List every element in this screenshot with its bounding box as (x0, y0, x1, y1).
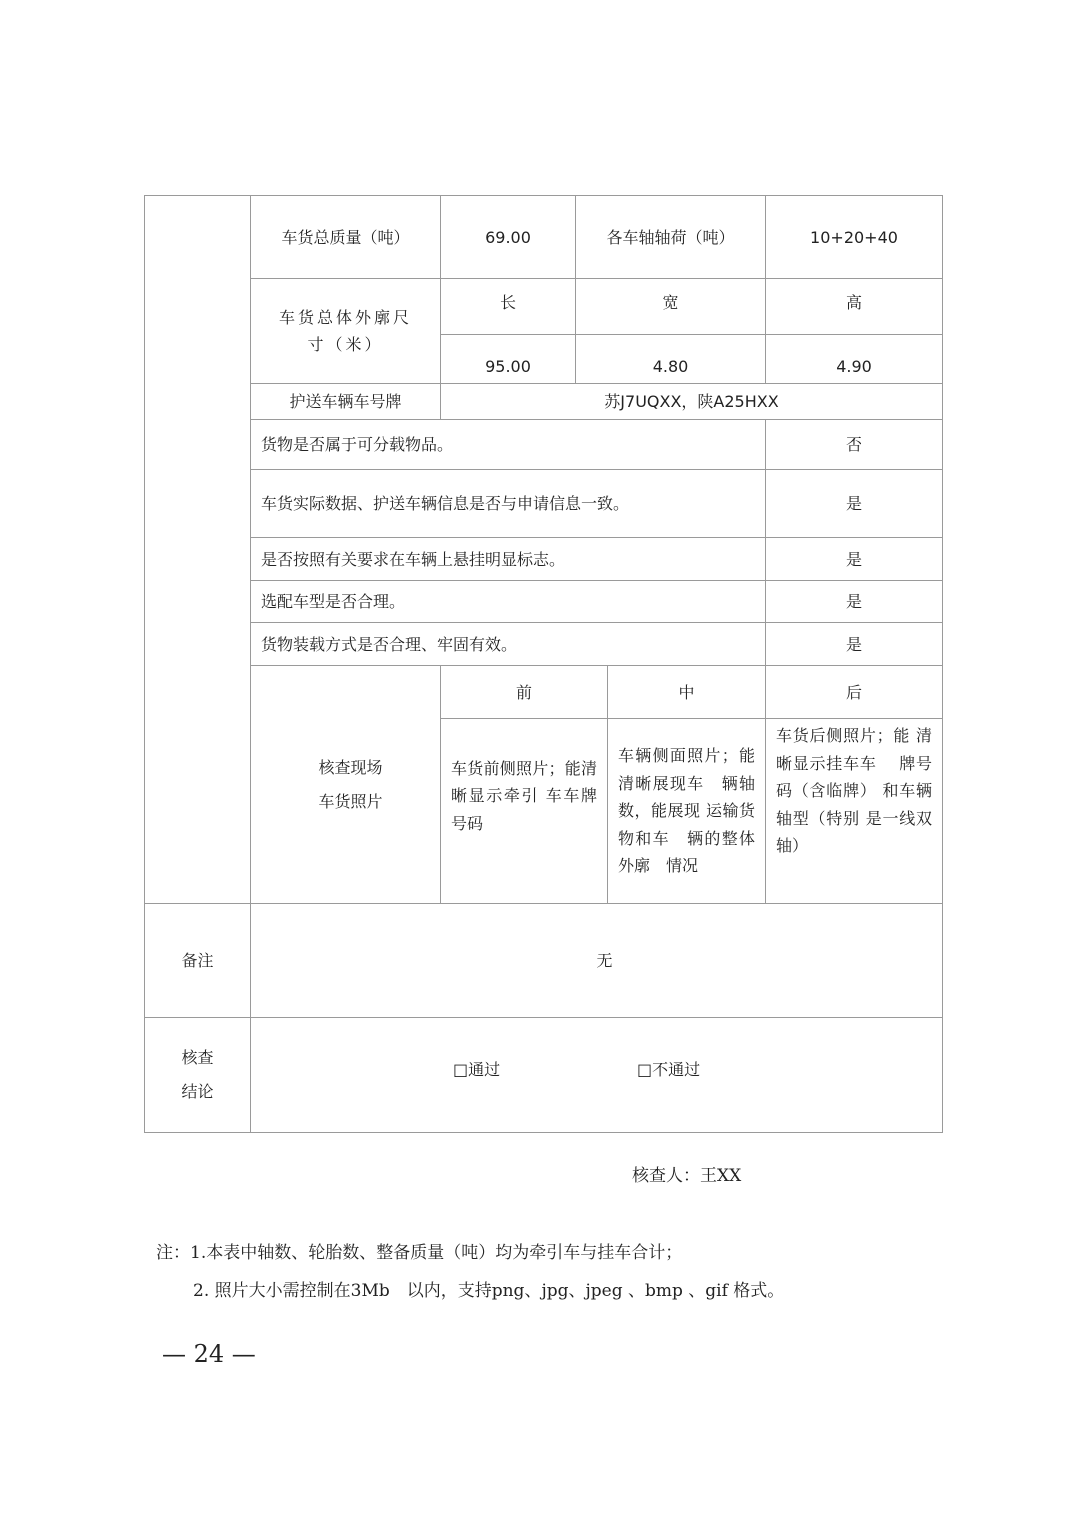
axle-load-value: 10+20+40 (765, 195, 943, 279)
photo-rear-label: 后 (765, 665, 943, 719)
answer-1: 否 (765, 419, 943, 470)
note-2: 2. 照片大小需控制在3Mb 以内，支持png、jpg、jpeg 、bmp 、gif 格式。 (193, 1281, 785, 1301)
photo-front-label: 前 (440, 665, 608, 719)
question-2: 车货实际数据、护送车辆信息是否与申请信息一致。 (250, 469, 766, 538)
answer-2: 是 (765, 469, 943, 538)
escort-plate-label: 护送车辆车号牌 (250, 383, 441, 420)
height-label: 高 (765, 278, 943, 335)
conclusion-label-line1: 核查 (181, 1048, 214, 1067)
question-1: 货物是否属于可分载物品。 (250, 419, 766, 470)
escort-plate-value: 苏J7UQXX，陕A25HXX (440, 383, 943, 420)
photo-middle-desc: 车辆侧面照片；能清晰展现车 辆轴数，能展现 运输货物和车 辆的整体外廓 情况 (607, 718, 766, 904)
page-number: — 24 — (162, 1340, 256, 1368)
photo-middle-label: 中 (607, 665, 766, 719)
gross-mass-label: 车货总质量（吨） (250, 195, 441, 279)
width-value: 4.80 (575, 334, 766, 384)
answer-3: 是 (765, 537, 943, 581)
left-blank-cell (144, 195, 251, 904)
note-1: 注：1.本表中轴数、轮胎数、整备质量（吨）均为牵引车与挂车合计； (156, 1243, 683, 1263)
photo-rear-desc: 车货后侧照片；能 清晰显示挂车车 牌号码（含临牌） 和车辆轴型（特别 是一线双轴） (765, 718, 943, 904)
question-5: 货物装载方式是否合理、牢固有效。 (250, 622, 766, 666)
axle-load-label: 各车轴轴荷（吨） (575, 195, 766, 279)
pass-checkbox[interactable]: □通过 (453, 1060, 501, 1079)
conclusion-label (144, 1017, 251, 1133)
photos-label-line1: 核查现场 (318, 757, 383, 777)
fail-checkbox[interactable]: □不通过 (637, 1060, 701, 1079)
photo-front-desc: 车货前侧照片；能清晰显示牵引 车车牌号码 (440, 718, 608, 904)
conclusion-label-line2: 结论 (181, 1082, 214, 1101)
length-label: 长 (440, 278, 576, 335)
question-3: 是否按照有关要求在车辆上悬挂明显标志。 (250, 537, 766, 581)
height-value: 4.90 (765, 334, 943, 384)
answer-4: 是 (765, 580, 943, 623)
question-4: 选配车型是否合理。 (250, 580, 766, 623)
length-value: 95.00 (440, 334, 576, 384)
inspector: 核查人：王XX (632, 1166, 742, 1186)
width-label: 宽 (575, 278, 766, 335)
answer-5: 是 (765, 622, 943, 666)
remarks-value: 无 (250, 903, 943, 1018)
gross-mass-value: 69.00 (440, 195, 576, 279)
remarks-label: 备注 (144, 903, 251, 1018)
photos-label-line2: 车货照片 (318, 791, 383, 811)
conclusion-options (250, 1017, 943, 1133)
dimensions-label: 车货总体外廓尺寸（米） (250, 278, 441, 384)
photos-label (250, 665, 441, 904)
